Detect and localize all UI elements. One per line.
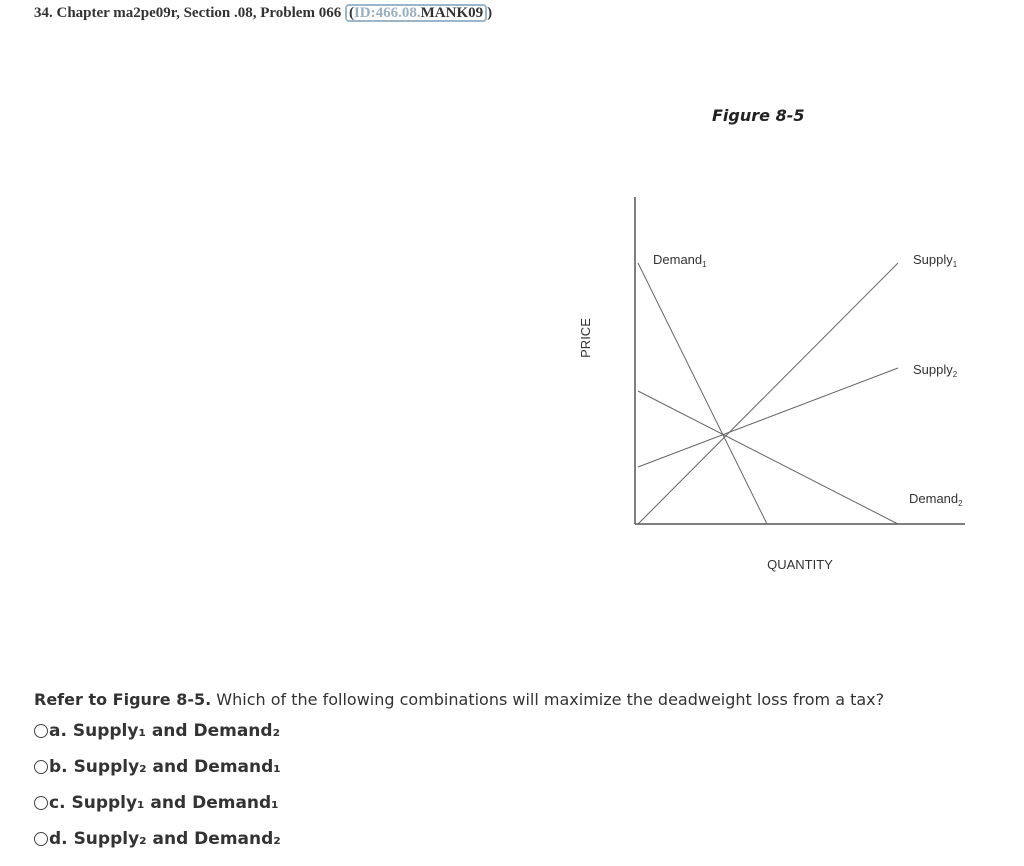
option-b-letter: b. [49,757,68,777]
option-a[interactable] [34,718,280,744]
supply2-label: Supply$_2$ [913,362,958,379]
question-text: Refer to Figure 8-5. Which of the following combinations will maximize the deadweight loss from a tax? [34,690,885,709]
radio-a[interactable] [34,724,48,738]
supply1-line [638,263,898,524]
demand2-line [638,391,898,524]
option-b[interactable] [34,754,281,780]
option-d-letter: d. [49,829,68,849]
option-c-letter: c. [49,793,66,813]
option-a-text: Supply₁ and Demand₂ [72,721,281,741]
option-b-text: Supply₂ and Demand₁ [73,757,281,777]
x-axis-label: QUANTITY [767,557,833,572]
figure-reference: Refer to Figure 8-5. [34,690,212,709]
radio-b[interactable] [34,760,48,774]
option-d[interactable] [34,826,281,852]
demand2-label: Demand$_2$ [909,491,963,508]
supply1-label: Supply$_1$ [913,252,958,269]
demand1-label: Demand$_1$ [653,252,707,269]
demand1-line [638,263,767,524]
option-a-letter: a. [49,721,67,741]
option-c-text: Supply₁ and Demand₁ [71,793,279,813]
problem-header: 34. Chapter ma2pe09r, Section .08, Problem 066 (ID:466.08.MANK09 ) [34,5,493,21]
supply2-line [638,368,898,467]
radio-d[interactable] [34,832,48,846]
option-c[interactable] [34,790,279,816]
problem-id-tag: (ID:466.08.MANK09 [345,4,487,22]
figure-title: Figure 8-5 [712,106,805,125]
y-axis-label: PRICE [578,318,593,358]
radio-c[interactable] [34,796,48,810]
option-d-text: Supply₂ and Demand₂ [73,829,281,849]
problem-title: 34. Chapter ma2pe09r, Section .08, Problem 066 [34,5,342,21]
